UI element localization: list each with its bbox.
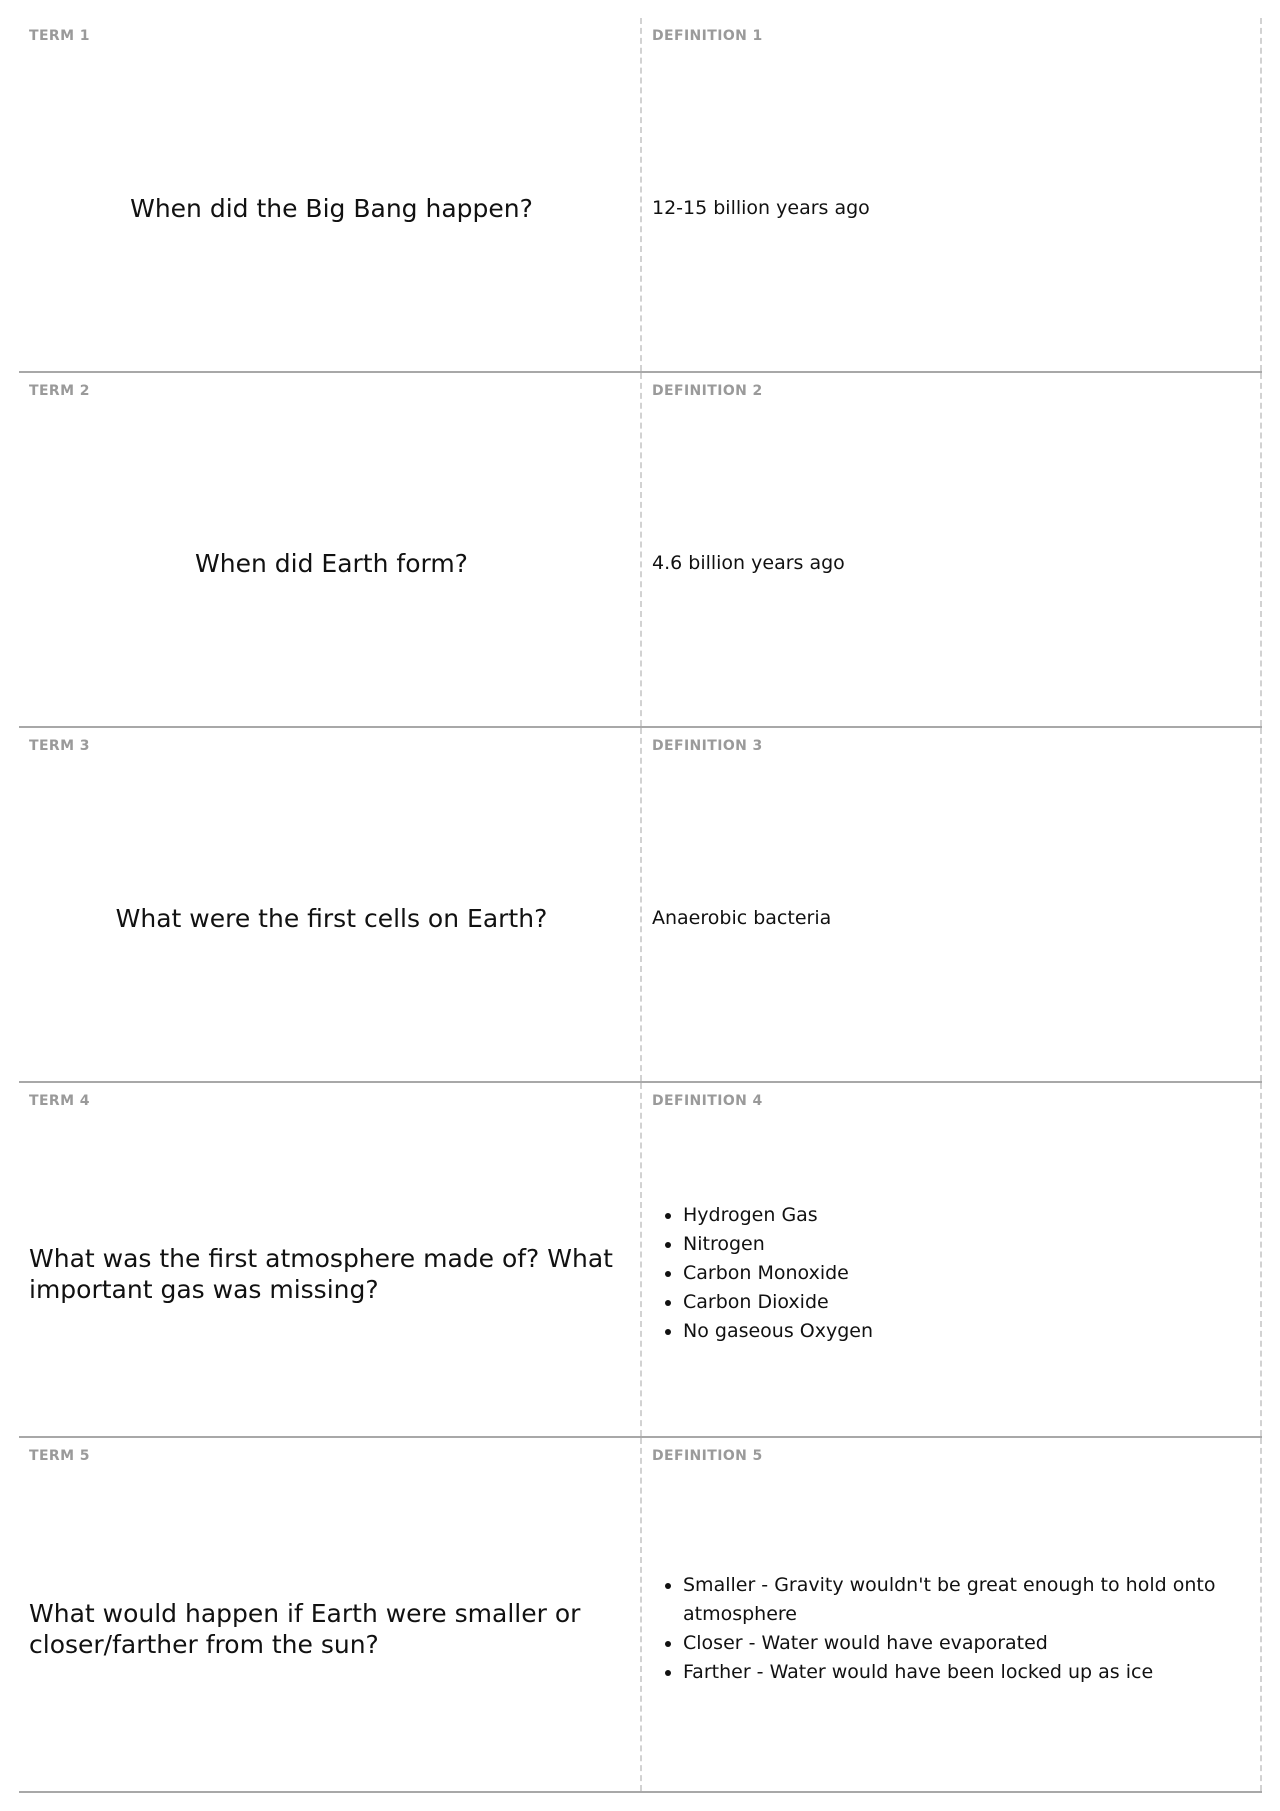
term-text-content: What was the first atmosphere made of? What important gas was missing? [29, 1243, 613, 1304]
definition-cell [642, 1438, 1262, 1791]
list-item: • Carbon Monoxide [683, 1259, 873, 1288]
term-label: TERM 1 [29, 28, 90, 44]
list-item: • Hydrogen Gas [683, 1201, 873, 1230]
list-item: • Carbon Dioxide [683, 1288, 873, 1317]
definition-text [652, 56, 1250, 361]
list-item: • Closer - Water would have evaporated [683, 1629, 1250, 1658]
flashcard-sheet [19, 18, 1262, 1793]
term-text [29, 1121, 634, 1426]
list-item: • Nitrogen [683, 1230, 873, 1259]
term-cell [19, 1083, 642, 1436]
definition-cell [642, 728, 1262, 1081]
term-text [29, 1476, 634, 1781]
definition-text [652, 411, 1250, 716]
definition-label: DEFINITION 1 [652, 28, 763, 44]
definition-cell [642, 373, 1262, 726]
flashcard-row [19, 18, 1262, 373]
term-text-content: When did Earth form? [195, 549, 468, 578]
definition-text-content: 12-15 billion years ago [652, 197, 870, 219]
flashcard-row [19, 728, 1262, 1083]
definition-label: DEFINITION 4 [652, 1093, 763, 1109]
definition-text [652, 1476, 1250, 1781]
definition-cell [642, 1083, 1262, 1436]
flashcard-row [19, 1438, 1262, 1793]
list-item: • Farther - Water would have been locked up as ice [683, 1658, 1250, 1687]
definition-text [652, 1121, 1250, 1426]
list-item: • Smaller - Gravity wouldn't be great enough to hold onto atmosphere [683, 1571, 1250, 1629]
term-label: TERM 4 [29, 1093, 90, 1109]
list-item: • No gaseous Oxygen [683, 1317, 873, 1346]
term-label: TERM 5 [29, 1448, 90, 1464]
term-text-content: What would happen if Earth were smaller or closer/farther from the sun? [29, 1598, 581, 1659]
flashcard-row [19, 1083, 1262, 1438]
definition-list [652, 1201, 873, 1346]
flashcard-row [19, 373, 1262, 728]
definition-cell [642, 18, 1262, 371]
term-cell [19, 1438, 642, 1791]
term-text-content: When did the Big Bang happen? [130, 194, 533, 223]
term-cell [19, 18, 642, 371]
definition-text-content: 4.6 billion years ago [652, 552, 845, 574]
definition-label: DEFINITION 5 [652, 1448, 763, 1464]
term-cell [19, 373, 642, 726]
term-cell [19, 728, 642, 1081]
term-label: TERM 2 [29, 383, 90, 399]
term-text-content: What were the first cells on Earth? [115, 904, 548, 933]
definition-text-content: Anaerobic bacteria [652, 907, 832, 929]
definition-label: DEFINITION 2 [652, 383, 763, 399]
definition-text [652, 766, 1250, 1071]
term-label: TERM 3 [29, 738, 90, 754]
definition-label: DEFINITION 3 [652, 738, 763, 754]
term-text [29, 411, 634, 716]
term-text [29, 766, 634, 1071]
definition-list [652, 1571, 1250, 1687]
term-text [29, 56, 634, 361]
